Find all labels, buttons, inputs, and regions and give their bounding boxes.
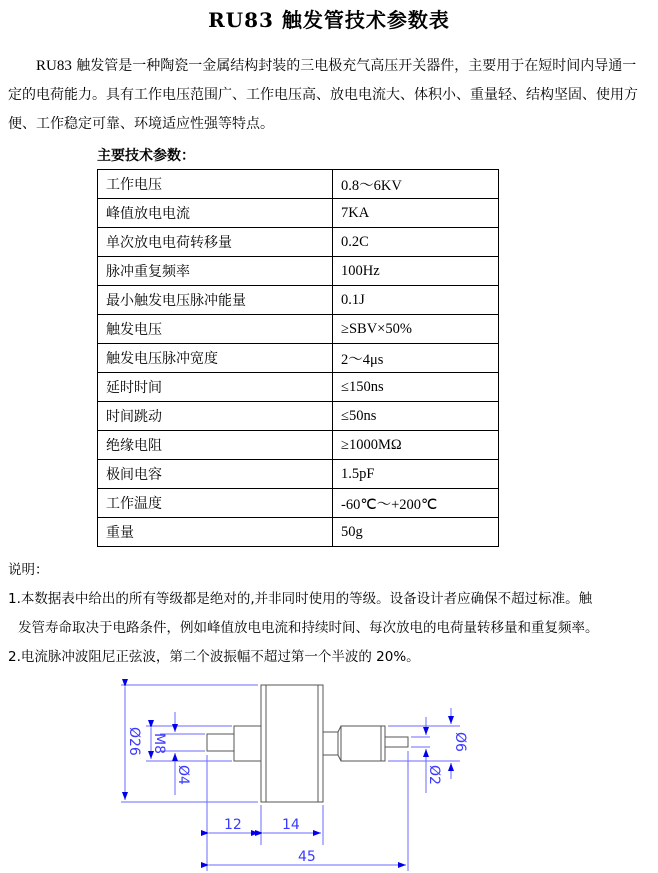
- spec-value: 7KA: [333, 199, 499, 228]
- left-pin-outline: [207, 734, 234, 751]
- dimension-drawing: [0, 675, 658, 873]
- spec-row: [98, 489, 499, 518]
- spec-value: ≤50ns: [333, 402, 499, 431]
- dim-body-length: 14: [282, 817, 300, 833]
- spec-row: [98, 199, 499, 228]
- spec-param: 脉冲重复频率: [98, 257, 333, 286]
- spec-value: 0.8～6KV: [333, 170, 499, 199]
- right-neck-outline: [323, 732, 338, 755]
- left-thread-outline: [234, 726, 261, 761]
- spec-row: [98, 460, 499, 489]
- dim-body-diameter: Ø26: [126, 727, 142, 756]
- spec-row: [98, 518, 499, 547]
- spec-param: 重量: [98, 518, 333, 547]
- spec-row: [98, 344, 499, 373]
- dim-left-length: 12: [224, 817, 242, 833]
- spec-value: 0.1J: [333, 286, 499, 315]
- intro-paragraph: [8, 52, 648, 139]
- spec-value: 0.2C: [333, 228, 499, 257]
- spec-heading: 主要技术参数：: [97, 148, 195, 164]
- spec-param: 最小触发电压脉冲能量: [98, 286, 333, 315]
- part-outline: [207, 685, 408, 802]
- intro-text: 触发管是一种陶瓷一金属结构封装的三电极充气高压开关器件，主要用于在短时间内导通一定的电荷能力。具有工作电压范围广、工作电压高、放电电流大、体积小、重量轻、结构坚固、使用方便、工作稳定可靠、环境适应性强等特点。: [8, 58, 638, 132]
- dim-left-pin: Ø4: [175, 765, 191, 785]
- spec-row: [98, 228, 499, 257]
- spec-table: [97, 169, 499, 547]
- spec-value: 50g: [333, 518, 499, 547]
- right-pin-outline: [385, 737, 408, 747]
- spec-row: [98, 286, 499, 315]
- spec-param: 极间电容: [98, 460, 333, 489]
- spec-value: ≥SBV×50%: [333, 315, 499, 344]
- note-1-line-2: 发管寿命取决于电路条件，例如峰值放电电流和持续时间、每次放电的电荷量转移量和重复频率。: [18, 620, 599, 636]
- note-2-line-1: 2.电流脉冲波阻尼正弦波，第二个波振幅不超过第一个半波的 20%。: [8, 649, 420, 665]
- spec-row: [98, 431, 499, 460]
- spec-param: 触发电压脉冲宽度: [98, 344, 333, 373]
- spec-row: [98, 257, 499, 286]
- note-1-line-1: 1.本数据表中给出的所有等级都是绝对的,并非同时使用的等级。设备设计者应确保不超过标准。触: [8, 591, 593, 607]
- spec-value: -60℃～+200℃: [333, 489, 499, 518]
- dim-right-pin: Ø2: [426, 765, 442, 785]
- spec-param: 延时时间: [98, 373, 333, 402]
- dimension-lines: [121, 685, 460, 871]
- spec-row: [98, 373, 499, 402]
- spec-value: 2～4μs: [333, 344, 499, 373]
- page-title: RU83 触发管技术参数表: [208, 8, 450, 32]
- spec-param: 单次放电电荷转移量: [98, 228, 333, 257]
- spec-value: 100Hz: [333, 257, 499, 286]
- spec-param: 时间跳动: [98, 402, 333, 431]
- spec-row: [98, 170, 499, 199]
- spec-value: ≤150ns: [333, 373, 499, 402]
- spec-param: 绝缘电阻: [98, 431, 333, 460]
- spec-param: 工作温度: [98, 489, 333, 518]
- right-sleeve-outline: [338, 726, 385, 761]
- dim-right-sleeve: Ø6: [452, 732, 468, 752]
- dim-total-length: 45: [298, 849, 316, 865]
- spec-value: 1.5pF: [333, 460, 499, 489]
- spec-param: 峰值放电电流: [98, 199, 333, 228]
- spec-value: ≥1000MΩ: [333, 431, 499, 460]
- spec-param: 工作电压: [98, 170, 333, 199]
- spec-param: 触发电压: [98, 315, 333, 344]
- body-outline: [261, 685, 323, 802]
- intro-model: RU83: [36, 58, 72, 74]
- notes-heading: 说明：: [8, 562, 49, 578]
- notes-section: [8, 556, 658, 672]
- spec-row: [98, 402, 499, 431]
- spec-row: [98, 315, 499, 344]
- dim-thread: M8: [151, 733, 167, 754]
